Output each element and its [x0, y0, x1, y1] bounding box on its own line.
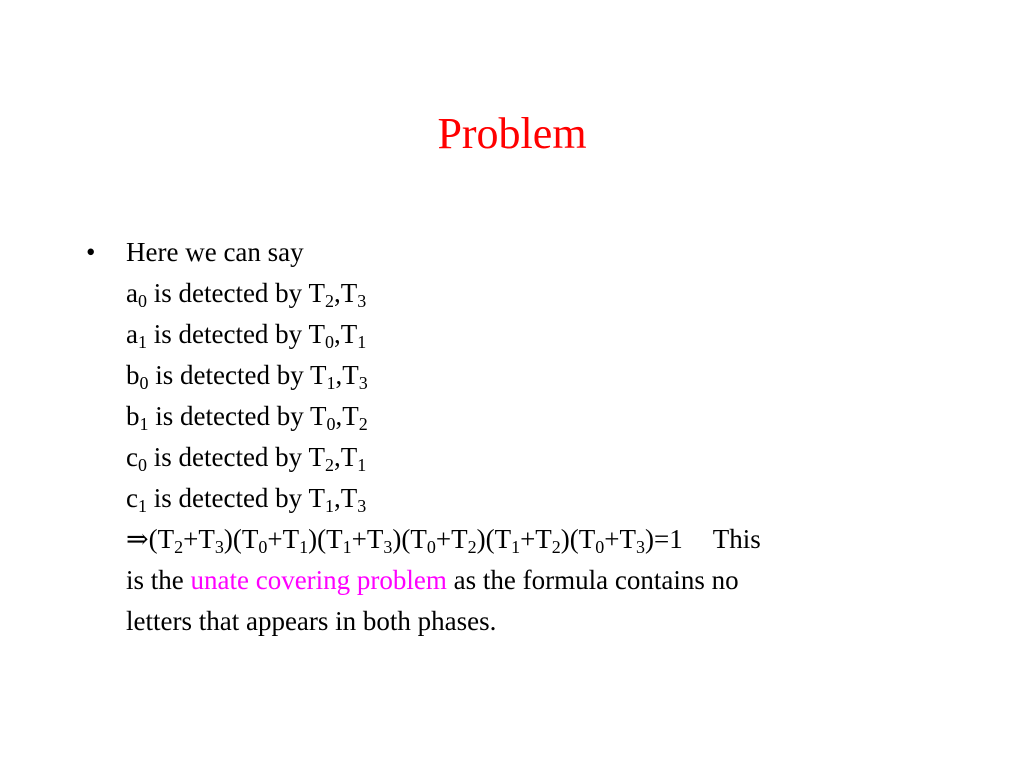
test-letter: T [342, 360, 359, 390]
paren-open: ( [317, 524, 327, 554]
test-subscript: 1 [324, 496, 334, 516]
detection-line [126, 273, 946, 314]
fault-letter: a [126, 319, 138, 349]
paren-open: ( [485, 524, 495, 554]
fault-letter: b [126, 401, 140, 431]
paren-open: ( [232, 524, 242, 554]
formula-term [232, 524, 318, 557]
plus-sign: + [604, 524, 620, 554]
test-letter: T [342, 401, 359, 431]
paren-open: ( [401, 524, 411, 554]
test-subscript: 0 [326, 414, 336, 434]
term-subscript: 2 [467, 537, 477, 557]
formula-equals: =1 [654, 524, 683, 554]
bullet-dot: • [86, 237, 96, 267]
detection-phrase: is detected by [146, 319, 309, 349]
fault-subscript: 1 [137, 332, 147, 352]
term-subscript: 3 [383, 537, 393, 557]
fault-subscript: 1 [137, 496, 147, 516]
test-letter: T [309, 401, 327, 431]
term-subscript: 1 [511, 537, 521, 557]
separator: , [335, 401, 343, 431]
bullet-text [126, 232, 946, 642]
test-subscript: 3 [357, 496, 367, 516]
test-subscript: 1 [357, 332, 367, 352]
fault-letter: c [126, 483, 138, 513]
conclusion-suffix: as the formula contains no [446, 565, 739, 595]
formula-term [485, 524, 570, 557]
separator: , [335, 360, 343, 390]
formula-term [317, 524, 402, 557]
fault-subscript: 0 [139, 373, 149, 393]
plus-sign: + [351, 524, 367, 554]
term-subscript: 2 [551, 537, 561, 557]
fault-subscript: 1 [139, 414, 149, 434]
paren-close: ) [223, 524, 233, 554]
term-letter: T [535, 524, 552, 554]
paren-open: ( [569, 524, 579, 554]
detection-line [126, 396, 946, 437]
slide-title: Problem [437, 109, 587, 158]
detection-phrase: is detected by [146, 278, 309, 308]
detection-line [126, 355, 946, 396]
test-subscript: 1 [357, 455, 367, 475]
test-letter: T [308, 483, 325, 513]
detection-phrase: is detected by [148, 360, 310, 390]
detection-phrase: is detected by [146, 483, 309, 513]
paren-close: ) [560, 524, 570, 554]
fault-letter: a [126, 278, 138, 308]
test-letter: T [308, 442, 325, 472]
highlighted-term: unate covering problem [190, 565, 447, 595]
term-subscript: 0 [595, 537, 605, 557]
test-letter: T [308, 319, 325, 349]
term-subscript: 2 [174, 537, 184, 557]
term-subscript: 0 [426, 537, 436, 557]
term-letter: T [578, 524, 596, 554]
paren-close: ) [392, 524, 402, 554]
formula-line [126, 519, 946, 560]
detection-line [126, 437, 946, 478]
plus-sign: + [183, 524, 199, 554]
paren-close: ) [476, 524, 486, 554]
plus-sign: + [267, 524, 283, 554]
separator: , [333, 442, 341, 472]
test-subscript: 3 [358, 373, 368, 393]
test-letter: T [340, 442, 358, 472]
detection-line [126, 478, 946, 519]
formula-term [569, 524, 655, 557]
formula-term [401, 524, 486, 557]
separator: , [333, 319, 341, 349]
plus-sign: + [435, 524, 452, 554]
term-subscript: 1 [299, 537, 309, 557]
fault-letter: c [126, 442, 138, 472]
test-letter: T [308, 278, 325, 308]
term-letter: T [198, 524, 215, 554]
implies-symbol: ⇒ [126, 524, 149, 554]
term-letter: T [326, 524, 343, 554]
test-subscript: 1 [326, 373, 336, 393]
test-letter: T [340, 319, 358, 349]
detection-phrase: is detected by [148, 401, 310, 431]
conclusion-prefix: is the [126, 565, 191, 595]
test-letter: T [340, 278, 358, 308]
term-letter: T [494, 524, 512, 554]
term-letter: T [366, 524, 384, 554]
slide-content [86, 232, 946, 642]
paren-open: ( [148, 524, 158, 554]
term-letter: T [410, 524, 427, 554]
detection-phrase: is detected by [146, 442, 309, 472]
term-letter: T [619, 524, 637, 554]
conclusion-line [126, 560, 946, 601]
fault-letter: b [126, 360, 140, 390]
test-letter: T [309, 360, 327, 390]
detection-line [126, 314, 946, 355]
term-subscript: 1 [342, 537, 352, 557]
term-letter: T [282, 524, 300, 554]
fault-subscript: 0 [137, 291, 147, 311]
term-subscript: 3 [214, 537, 224, 557]
conclusion-start: This [712, 524, 761, 554]
test-subscript: 2 [324, 455, 334, 475]
test-subscript: 2 [324, 291, 334, 311]
intro-line: Here we can say [126, 237, 304, 267]
term-letter: T [157, 524, 175, 554]
test-letter: T [340, 483, 358, 513]
separator: , [333, 483, 341, 513]
test-subscript: 3 [357, 291, 367, 311]
test-subscript: 0 [324, 332, 334, 352]
paren-close: ) [645, 524, 655, 554]
term-letter: T [451, 524, 468, 554]
term-letter: T [241, 524, 259, 554]
conclusion-end-line: letters that appears in both phases. [126, 606, 497, 636]
plus-sign: + [520, 524, 536, 554]
term-subscript: 0 [258, 537, 268, 557]
paren-close: ) [308, 524, 318, 554]
formula-term [148, 524, 233, 557]
term-subscript: 3 [636, 537, 646, 557]
separator: , [333, 278, 341, 308]
test-subscript: 2 [358, 414, 368, 434]
fault-subscript: 0 [137, 455, 147, 475]
